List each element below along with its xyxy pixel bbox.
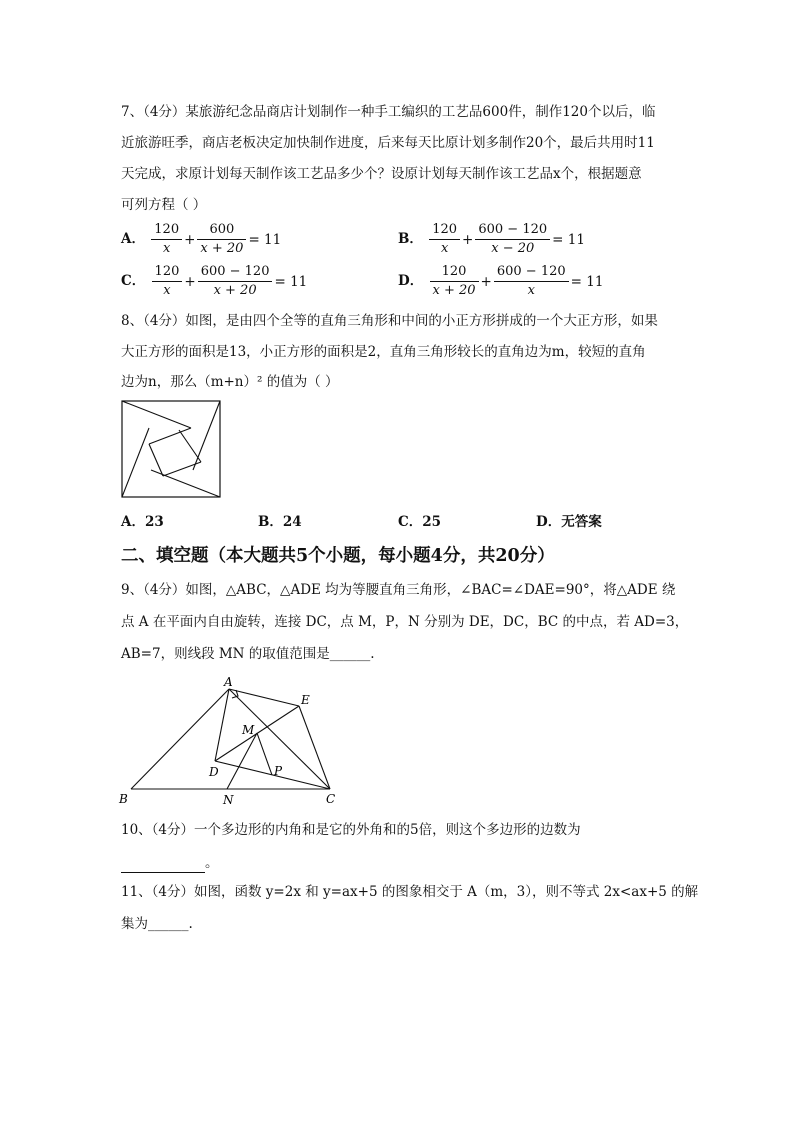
q8-choice-b[interactable]: B．24	[258, 514, 302, 530]
q10-answer-blank[interactable]	[121, 854, 205, 873]
label-A: A	[224, 675, 233, 689]
q7-option-b[interactable]: B． $\frac{120}{x}$ + $\frac{600 - 120}{x - 20}$ = 11	[398, 222, 585, 256]
q9-triangle-figure	[112, 672, 352, 812]
q8-choice-a[interactable]: A．23	[121, 514, 164, 530]
q7-line-4: 可列方程（ ）	[121, 197, 207, 213]
section-heading-fill-in: 二、填空题（本大题共5个小题，每小题4分，共20分）	[121, 546, 555, 566]
q8-line-3: 边为n，那么（m+n）² 的值为（ ）	[121, 374, 339, 390]
q11-line-2: 集为______.	[121, 916, 193, 932]
q7-line-3: 天完成，求原计划每天制作该工艺品多少个？设原计划每天制作该工艺品x个，根据题意	[121, 166, 642, 182]
q8-choice-d[interactable]: D．无答案	[536, 514, 602, 530]
q7-option-a[interactable]: A． $\frac{120}{x}$ + $\frac{600}{x + 20}$ = 11	[121, 222, 282, 256]
label-N: N	[223, 793, 234, 807]
q7-option-d[interactable]: D． $\frac{120}{x + 20}$ + $\frac{600 - 120}{x}$ = 11	[398, 264, 604, 298]
label-P: P	[274, 764, 283, 778]
q10-line-1: 10、（4分）一个多边形的内角和是它的外角和的5倍，则这个多边形的边数为	[121, 822, 581, 838]
label-B: B	[119, 792, 128, 806]
q8-choice-c[interactable]: C．25	[398, 514, 442, 530]
q9-line-2: 点 A 在平面内自由旋转，连接 DC，点 M，P，N 分别为 DE，DC，BC 的中点，若 AD=3，	[121, 614, 689, 630]
q8-line-1: 8、（4分）如图，是由四个全等的直角三角形和中间的小正方形拼成的一个大正方形，如果	[121, 313, 658, 329]
q9-line-3: AB=7，则线段 MN 的取值范围是______.	[121, 646, 375, 662]
q8-line-2: 大正方形的面积是13，小正方形的面积是2，直角三角形较长的直角边为m，较短的直角	[121, 344, 646, 360]
q7-line-1: 7、（4分）某旅游纪念品商店计划制作一种手工编织的工艺品600件，制作120个以后，临	[121, 104, 656, 120]
q11-line-1: 11、（4分）如图，函数 y=2x 和 y=ax+5 的图象相交于 A（m，3），则不等式 2x<ax+5 的解	[121, 884, 699, 900]
label-M: M	[242, 723, 255, 737]
label-E: E	[301, 693, 310, 707]
q9-line-1: 9、（4分）如图，△ABC，△ADE 均为等腰直角三角形，∠BAC=∠DAE=90°，将△ADE 绕	[121, 582, 676, 598]
q8-square-figure	[121, 400, 223, 500]
label-C: C	[326, 792, 336, 806]
label-D: D	[209, 765, 219, 779]
q7-option-c[interactable]: C． $\frac{120}{x}$ + $\frac{600 - 120}{x + 20}$ = 11	[121, 264, 308, 298]
q7-line-2: 近旅游旺季，商店老板决定加快制作进度，后来每天比原计划多制作20个，最后共用时11	[121, 135, 655, 151]
q10-line-2: 。	[121, 854, 219, 873]
